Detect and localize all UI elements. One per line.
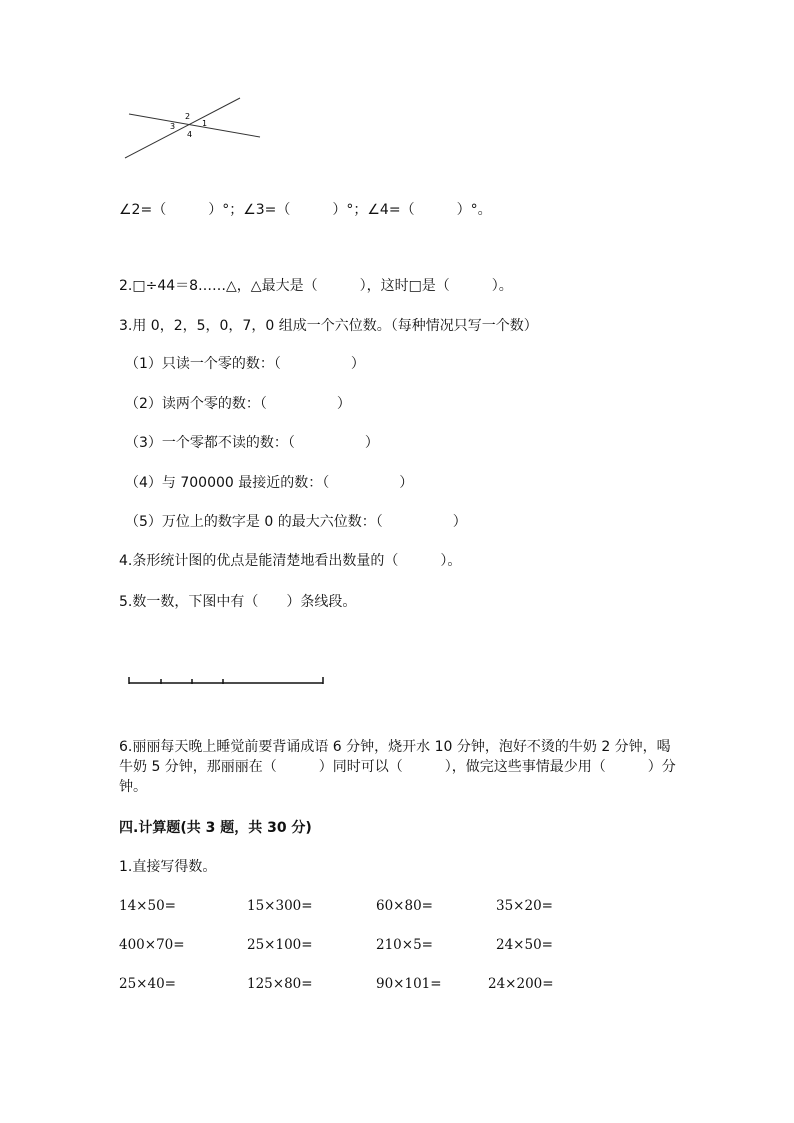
- angle-answers: ∠2=（ ）°；∠3=（ ）°；∠4=（ ）°。: [119, 202, 492, 218]
- angle-label-2: 2: [185, 112, 191, 121]
- calc-item: 90×101=: [376, 976, 442, 992]
- question-2: 2.□÷44＝8……△，△最大是（ ），这时□是（ ）。: [119, 278, 513, 294]
- calc-item: 15×300=: [247, 898, 313, 914]
- question-3-item: （1）只读一个零的数：（ ）: [125, 356, 365, 372]
- question-4: 4.条形统计图的优点是能清楚地看出数量的（ ）。: [119, 553, 462, 569]
- question-3-item: （3）一个零都不读的数：（ ）: [125, 435, 379, 451]
- question-3-item: （4）与 700000 最接近的数：（ ）: [125, 475, 414, 491]
- calc-item: 210×5=: [376, 937, 433, 953]
- line-b: [129, 114, 260, 137]
- section-4-heading: 四.计算题(共 3 题，共 30 分): [119, 820, 312, 836]
- calc-item: 400×70=: [119, 937, 185, 953]
- calc-item: 24×200=: [488, 976, 554, 992]
- line-a: [125, 98, 240, 158]
- calc-item: 24×50=: [496, 937, 553, 953]
- calc-item: 125×80=: [247, 976, 313, 992]
- question-3-item: （5）万位上的数字是 0 的最大六位数：（ ）: [125, 514, 467, 530]
- question-6: 6.丽丽每天晚上睡觉前要背诵成语 6 分钟，烧开水 10 分钟，泡好不烫的牛奶 2 分钟，喝牛奶 5 分钟，那丽丽在（ ）同时可以（ ），做完这些事情最少用（ ）分钟。: [119, 739, 676, 795]
- calc-item: 35×20=: [496, 898, 553, 914]
- calc-item: 60×80=: [376, 898, 433, 914]
- question-5: 5.数一数，下图中有（ ）条线段。: [119, 594, 357, 610]
- intersecting-lines-figure: [0, 0, 794, 200]
- calc-item: 25×40=: [119, 976, 176, 992]
- angle-label-4: 4: [187, 130, 193, 139]
- angle-label-3: 3: [170, 122, 176, 131]
- question-3-title: 3.用 0，2，5，0，7，0 组成一个六位数。（每种情况只写一个数）: [119, 318, 538, 334]
- question-3-item: （2）读两个零的数：（ ）: [125, 396, 351, 412]
- calc-title: 1.直接写得数。: [119, 859, 217, 875]
- angle-label-1: 1: [202, 119, 208, 128]
- calc-item: 14×50=: [119, 898, 176, 914]
- calc-item: 25×100=: [247, 937, 313, 953]
